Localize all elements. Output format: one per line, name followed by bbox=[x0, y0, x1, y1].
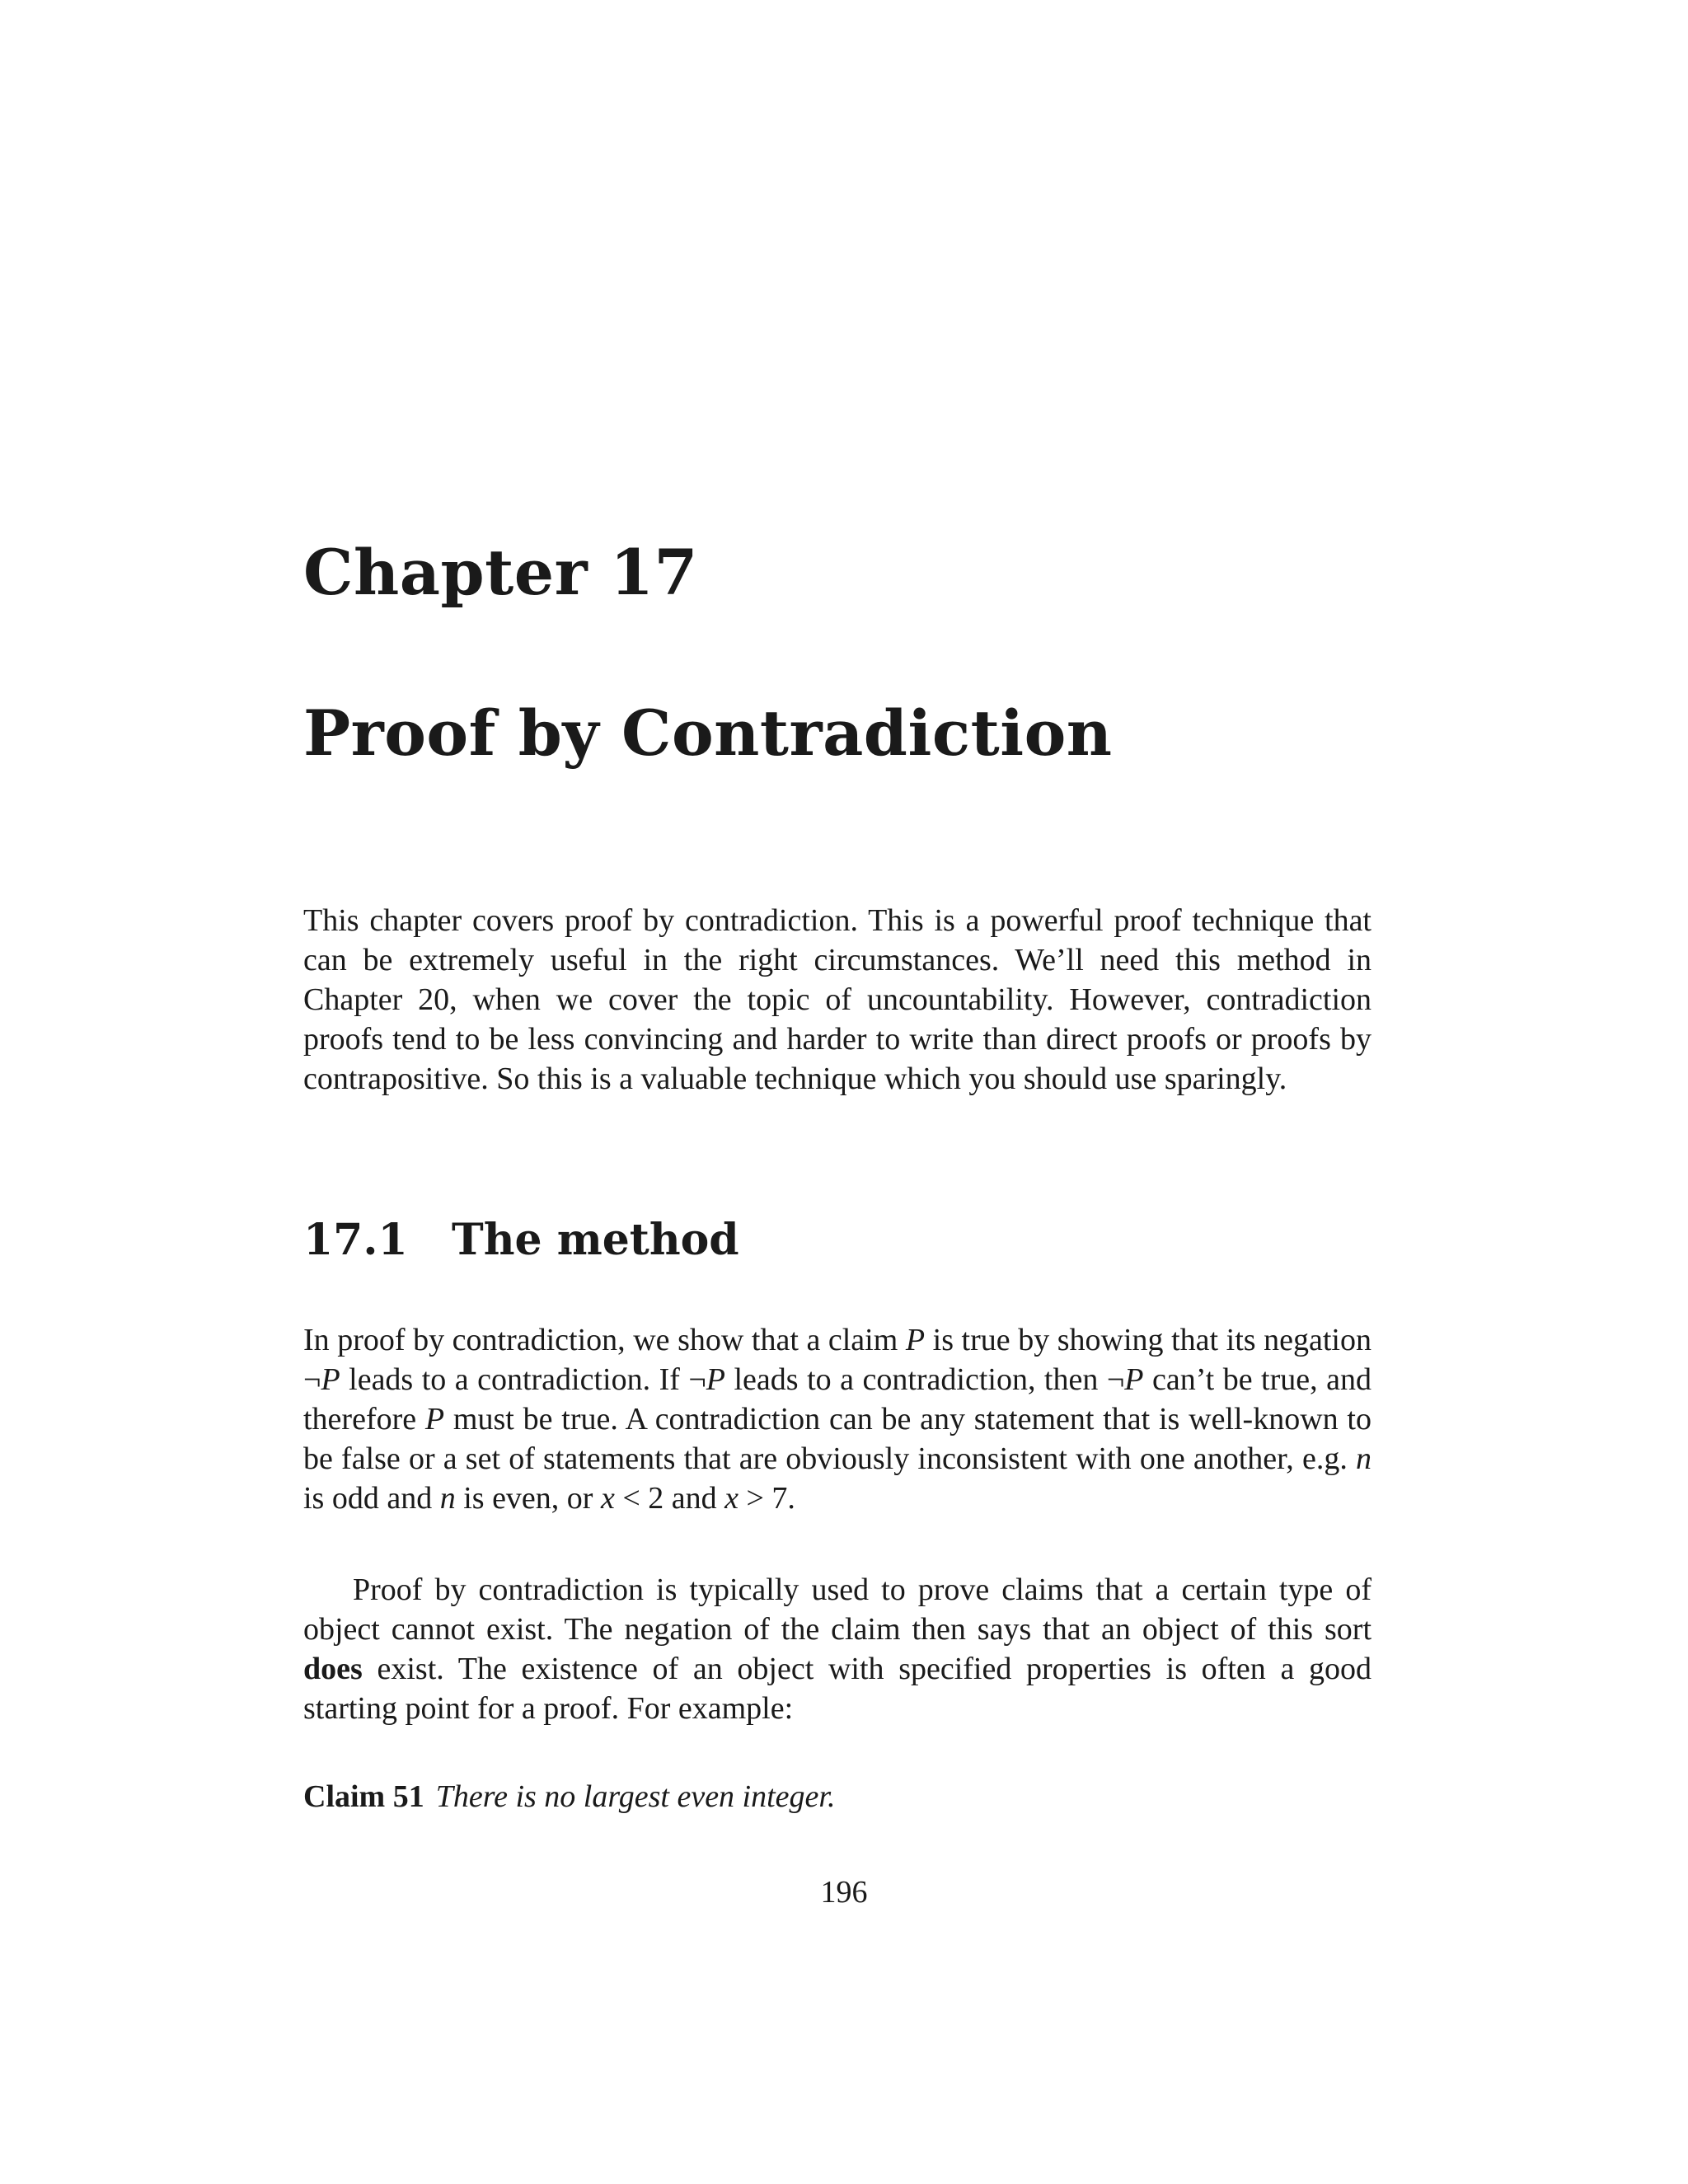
claim-label: Claim 51 bbox=[303, 1779, 424, 1814]
math-variable: P bbox=[321, 1362, 340, 1397]
text-run: exist. The existence of an object with specified properties is often a good starting point for a proof. For example: bbox=[303, 1652, 1372, 1726]
text-run: leads to a contradiction, then ¬ bbox=[725, 1362, 1125, 1397]
method-paragraph-2 bbox=[303, 1570, 1372, 1728]
math-variable: n bbox=[439, 1481, 456, 1516]
math-variable: n bbox=[1356, 1441, 1372, 1476]
math-variable: P bbox=[1124, 1362, 1144, 1397]
math-variable: P bbox=[424, 1402, 445, 1436]
claim-text: There is no largest even integer. bbox=[435, 1779, 836, 1814]
math-variable: P bbox=[905, 1323, 926, 1357]
claim-block bbox=[303, 1777, 835, 1816]
text-run: can’t be true, and therefore bbox=[303, 1362, 1372, 1436]
text-run: is odd and bbox=[303, 1481, 440, 1516]
math-variable: x bbox=[600, 1481, 615, 1516]
chapter-label: Chapter 17 bbox=[303, 536, 698, 609]
text-run: Proof by contradiction is typically used to prove claims that a certain type of object cannot exist. The negation of the claim then says that an object of this sort bbox=[303, 1572, 1372, 1647]
text-run: In proof by contradiction, we show that a claim bbox=[303, 1323, 906, 1357]
section-title: The method bbox=[452, 1215, 739, 1265]
math-variable: P bbox=[706, 1362, 726, 1397]
math-variable: x bbox=[724, 1481, 738, 1516]
page-number: 196 bbox=[820, 1875, 868, 1910]
chapter-title: Proof by Contradiction bbox=[303, 696, 1113, 770]
intro-paragraph: This chapter covers proof by contradiction. This is a powerful proof technique that can be extremely useful in the right circumstances. We’ll need this method in Chapter 20, when we cover the topic of uncountability. However, contradiction proofs tend to be less convincing and harder to write than direct proofs or proofs by contrapositive. So this is a valuable technique which you should use sparingly. bbox=[303, 903, 1372, 1096]
bold-emphasis: does bbox=[303, 1652, 363, 1686]
text-run: < 2 and bbox=[614, 1481, 725, 1516]
text-run: must be true. A contradiction can be any statement that is well-known to be false or a set of statements that are obviously inconsistent with one another, e.g. bbox=[303, 1402, 1372, 1476]
text-run: leads to a contradiction. If ¬ bbox=[340, 1362, 706, 1397]
text-run: is true by showing that its negation ¬ bbox=[303, 1323, 1372, 1397]
text-run: > 7. bbox=[738, 1481, 795, 1516]
method-paragraph-1 bbox=[303, 1320, 1372, 1518]
text-run: is even, or bbox=[455, 1481, 601, 1516]
section-heading bbox=[303, 1214, 739, 1267]
section-number: 17.1 bbox=[303, 1215, 408, 1265]
